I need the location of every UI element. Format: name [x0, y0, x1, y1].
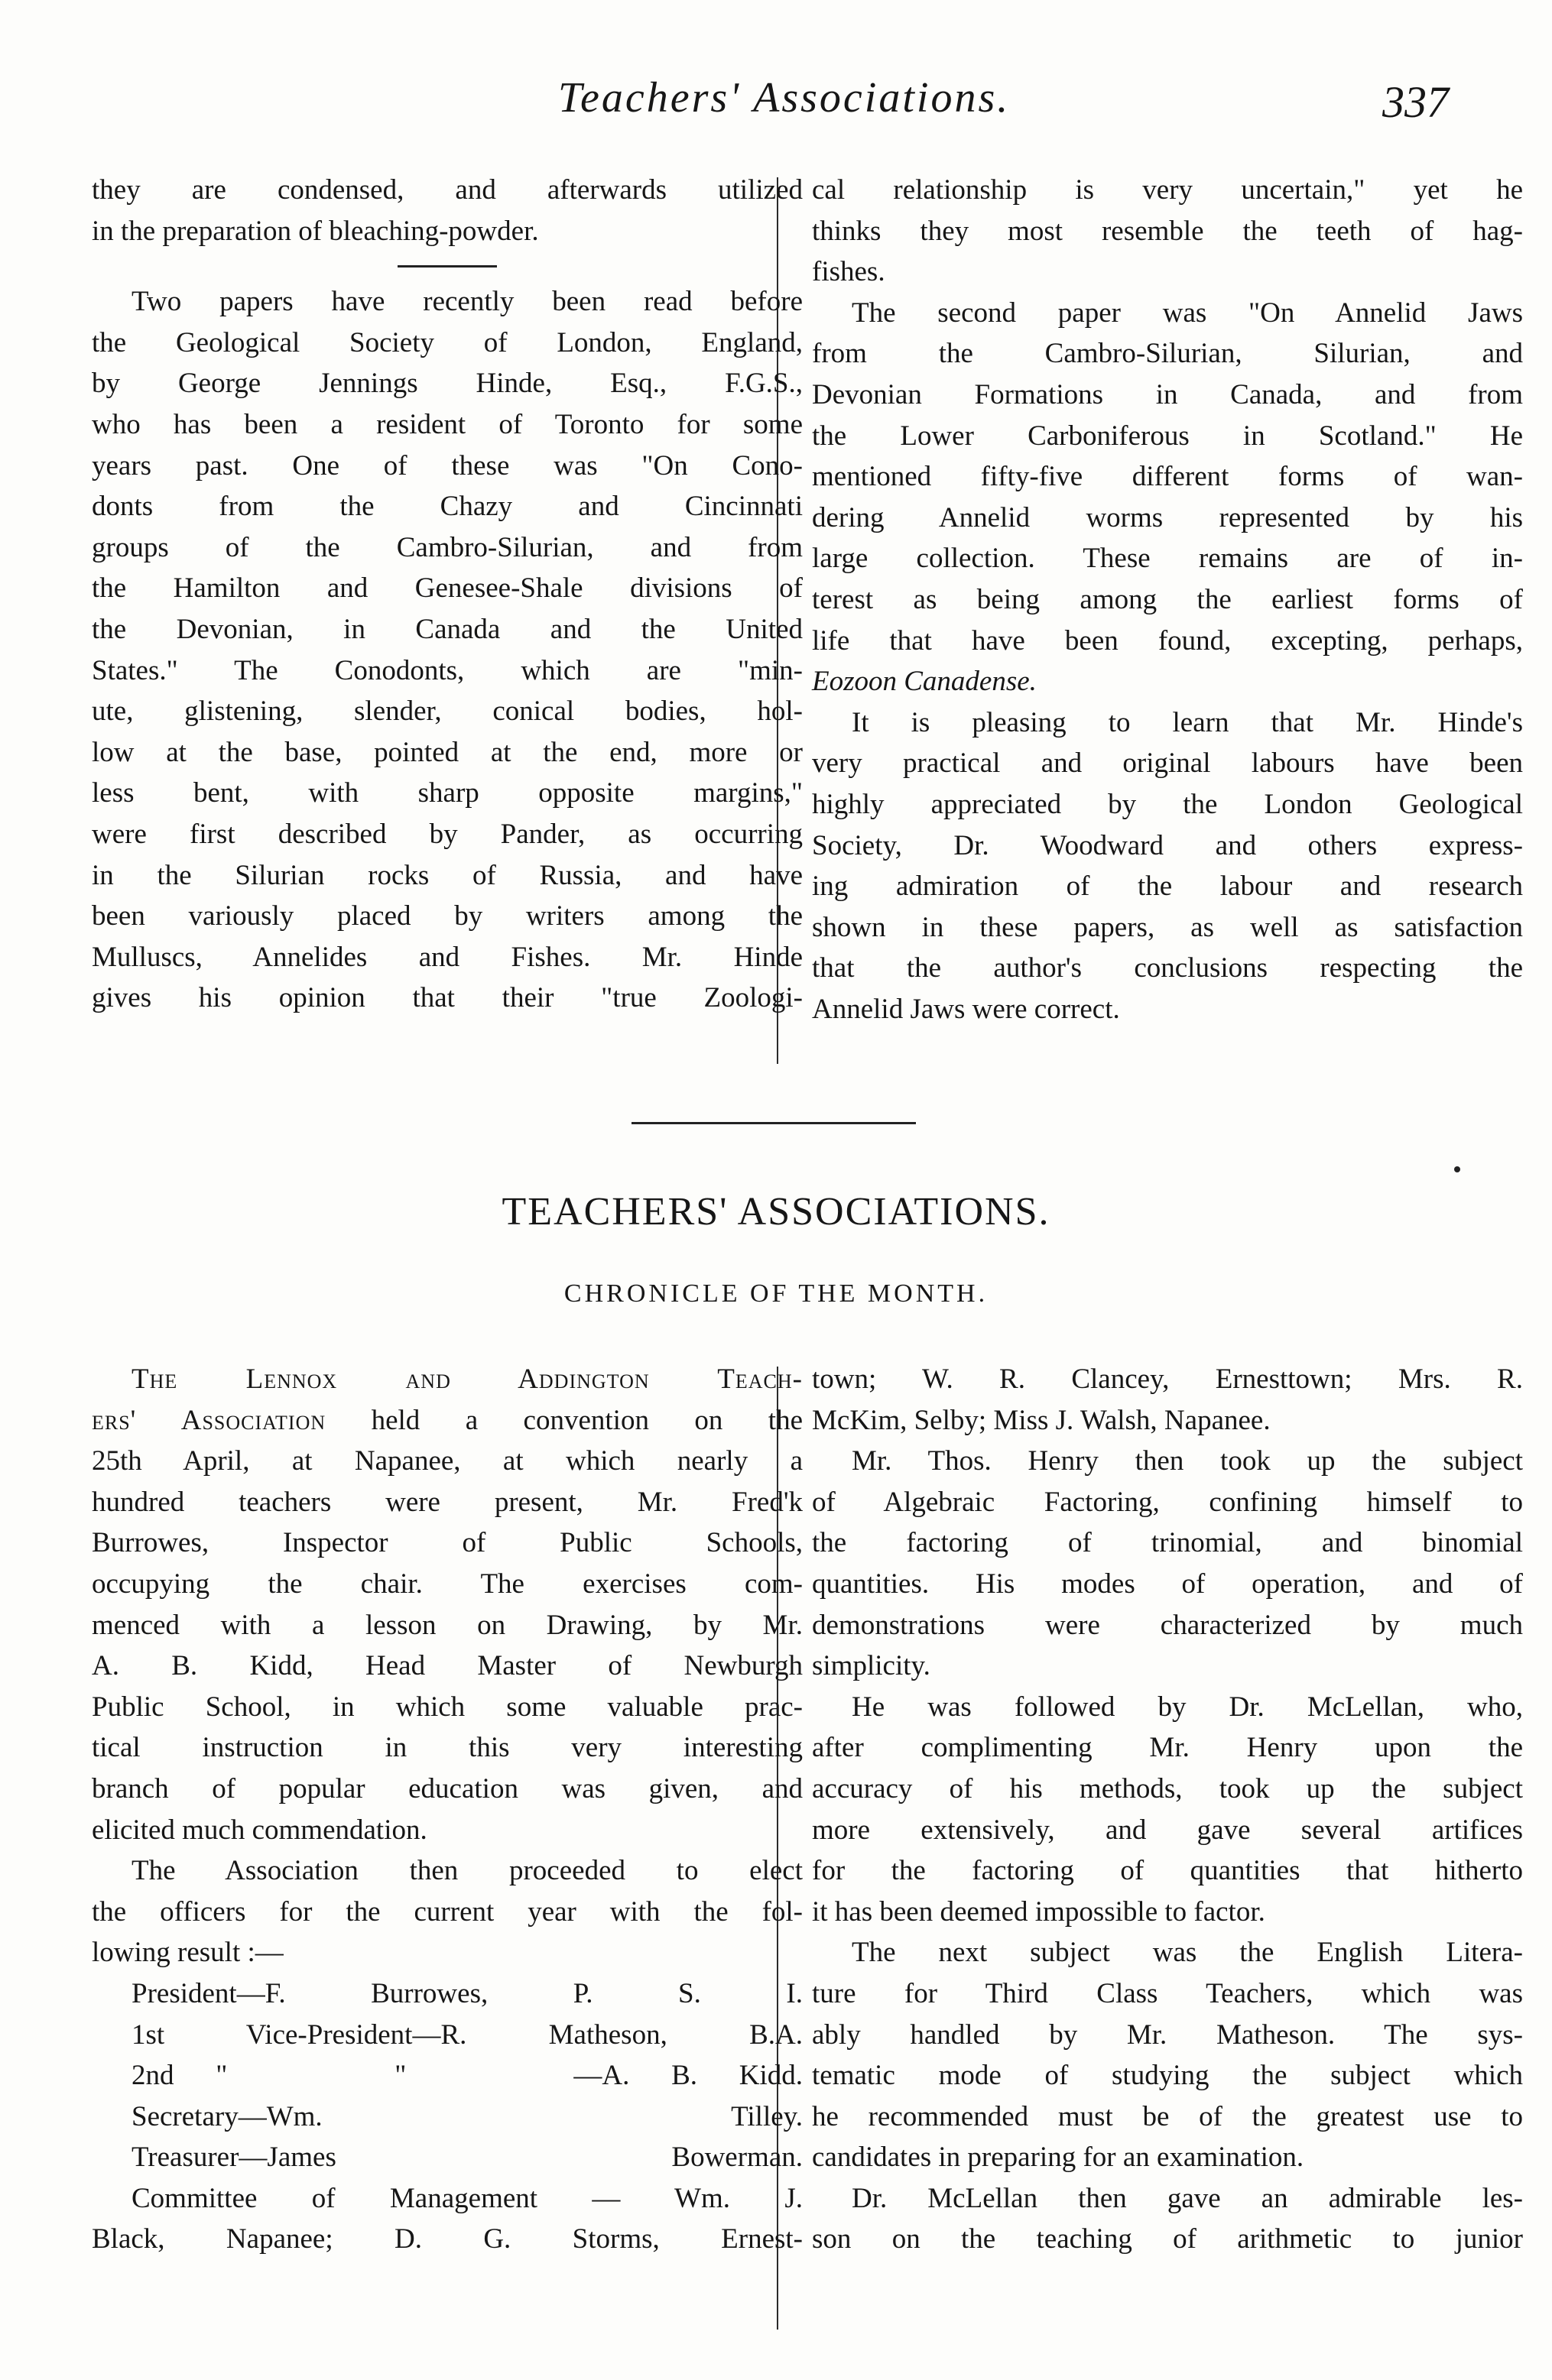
- text-line: in the preparation of bleaching-powder.: [92, 215, 539, 247]
- text-line: mentioned fifty-five different forms of wan-: [812, 461, 1523, 493]
- text-line: groups of the Cambro-Silurian, and from: [92, 531, 803, 563]
- text-line: from the Cambro-Silurian, Silurian, and: [812, 338, 1523, 370]
- text-line: the factoring of trinomial, and binomial: [812, 1527, 1523, 1559]
- text-line: ably handled by Mr. Matheson. The sys-: [812, 2018, 1523, 2051]
- text-line: A. B. Kidd, Head Master of Newburgh: [92, 1650, 803, 1682]
- text-line: tical instruction in this very interesting: [92, 1732, 803, 1764]
- text-line: donts from the Chazy and Cincinnati: [92, 491, 803, 523]
- association-name: The Lennox and Addington Teach-: [131, 1363, 803, 1395]
- text-line: it has been deemed impossible to factor.: [812, 1895, 1265, 1928]
- paragraph: [812, 293, 1523, 702]
- separator-rule: [398, 265, 497, 268]
- text-line: Mulluscs, Annelides and Fishes. Mr. Hinde: [92, 941, 803, 973]
- column-top-right: [812, 170, 1523, 1029]
- paragraph: [812, 1441, 1523, 1687]
- paragraph: [812, 1687, 1523, 1933]
- text-line: son on the teaching of arithmetic to junior: [812, 2223, 1523, 2255]
- text-line: years past. One of these was "On Cono-: [92, 449, 803, 482]
- text-line: the Geological Society of London, England,: [92, 326, 803, 358]
- text-line: life that have been found, excepting, perhaps,: [812, 624, 1523, 657]
- text-line: the officers for the current year with the fol-: [92, 1895, 803, 1928]
- text-line: branch of popular education was given, and: [92, 1772, 803, 1804]
- paragraph: [92, 1850, 803, 1973]
- association-name-cont: ers' Association: [92, 1404, 326, 1436]
- paragraph: [812, 1359, 1523, 1441]
- paragraph: [92, 170, 803, 251]
- text-line: they are condensed, and afterwards utilized: [92, 174, 803, 206]
- officer-line: Secretary—Wm. Tilley.: [131, 2100, 803, 2132]
- text-line: he recommended must be of the greatest use to: [812, 2100, 1523, 2132]
- text-line: the Hamilton and Genesee-Shale divisions of: [92, 572, 803, 605]
- text-line: cal relationship is very uncertain," yet he: [812, 174, 1523, 206]
- paragraph: [812, 2178, 1523, 2260]
- text-line: lowing result :—: [92, 1937, 284, 1969]
- text-line: ture for Third Class Teachers, which was: [812, 1977, 1523, 2009]
- text-line: been variously placed by writers among the: [92, 900, 803, 932]
- text-line: less bent, with sharp opposite margins,": [92, 777, 803, 809]
- text-line: quantities. His modes of operation, and of: [812, 1568, 1523, 1600]
- text-line: thinks they most resemble the teeth of hag-: [812, 215, 1523, 247]
- text-line: the Devonian, in Canada and the United: [92, 613, 803, 645]
- text-line: It is pleasing to learn that Mr. Hinde's: [852, 706, 1523, 738]
- text-line: low at the base, pointed at the end, more or: [92, 736, 803, 768]
- column-top-left: [92, 170, 803, 1019]
- text-line: ute, glistening, slender, conical bodies, hol-: [92, 696, 803, 728]
- text-line: Annelid Jaws were correct.: [812, 993, 1120, 1025]
- text-line: Black, Napanee; D. G. Storms, Ernest-: [92, 2223, 803, 2255]
- officer-line: 2nd " " —A. B. Kidd.: [131, 2060, 803, 2092]
- running-title: Teachers' Associations.: [558, 74, 1011, 122]
- text-line: Two papers have recently been read before: [131, 286, 803, 318]
- text-line: demonstrations were characterized by much: [812, 1609, 1523, 1641]
- text-line: Dr. McLellan then gave an admirable les-: [852, 2182, 1523, 2214]
- section-rule: [632, 1122, 916, 1124]
- text-line: more extensively, and gave several artifices: [812, 1814, 1523, 1846]
- text-line: ing admiration of the labour and research: [812, 871, 1523, 903]
- text-line: The second paper was "On Annelid Jaws: [852, 297, 1523, 329]
- text-line: of Algebraic Factoring, confining himself to: [812, 1486, 1523, 1518]
- text-line: after complimenting Mr. Henry upon the: [812, 1732, 1523, 1764]
- text-line: were first described by Pander, as occurring: [92, 818, 803, 850]
- text-line: town; W. R. Clancey, Ernesttown; Mrs. R.: [812, 1363, 1523, 1395]
- text-line: He was followed by Dr. McLellan, who,: [852, 1691, 1523, 1723]
- text-line: by George Jennings Hinde, Esq., F.G.S.,: [92, 368, 803, 400]
- text-line: very practical and original labours have been: [812, 747, 1523, 780]
- text-line: Public School, in which some valuable prac-: [92, 1691, 803, 1723]
- section-subheading: CHRONICLE OF THE MONTH.: [563, 1279, 989, 1308]
- text-line: Burrowes, Inspector of Public Schools,: [92, 1527, 803, 1559]
- text-line: Society, Dr. Woodward and others express-: [812, 829, 1523, 861]
- text-line: The next subject was the English Litera-: [852, 1937, 1523, 1969]
- text-line: the Lower Carboniferous in Scotland." He: [812, 420, 1523, 452]
- text-line: candidates in preparing for an examination.: [812, 2142, 1304, 2174]
- text-line: States." The Conodonts, which are "min-: [92, 654, 803, 686]
- page-number: 337: [1382, 77, 1449, 127]
- print-dot: [1454, 1166, 1460, 1172]
- text-line: occupying the chair. The exercises com-: [92, 1568, 803, 1600]
- text-line: accuracy of his methods, took up the subject: [812, 1772, 1523, 1804]
- section-heading: TEACHERS' ASSOCIATIONS.: [502, 1190, 1050, 1234]
- officer-line: 1st Vice-President—R. Matheson, B.A.: [131, 2018, 803, 2051]
- text-line: hundred teachers were present, Mr. Fred'k: [92, 1486, 803, 1518]
- text-line: who has been a resident of Toronto for some: [92, 408, 803, 440]
- text-line: shown in these papers, as well as satisfaction: [812, 911, 1523, 943]
- text-line: simplicity.: [812, 1650, 930, 1682]
- text-line: dering Annelid worms represented by his: [812, 501, 1523, 533]
- paragraph: [92, 1359, 803, 1850]
- paragraph: [812, 170, 1523, 293]
- text-fragment: held a convention on the: [326, 1404, 803, 1436]
- text-line: highly appreciated by the London Geological: [812, 788, 1523, 820]
- text-line: 25th April, at Napanee, at which nearly a: [92, 1445, 803, 1477]
- officer-list: [92, 1973, 803, 2260]
- text-line: that the author's conclusions respecting the: [812, 952, 1523, 984]
- text-line: in the Silurian rocks of Russia, and have: [92, 859, 803, 891]
- officer-line: Committee of Management — Wm. J.: [131, 2182, 803, 2214]
- paragraph: [812, 1932, 1523, 2178]
- text-line: Mr. Thos. Henry then took up the subject: [852, 1445, 1523, 1477]
- text-line: The Association then proceeded to elect: [131, 1855, 803, 1887]
- officer-line: Treasurer—James Bowerman.: [131, 2142, 803, 2174]
- text-line: tematic mode of studying the subject which: [812, 2060, 1523, 2092]
- column-bottom-left: [92, 1359, 803, 2260]
- text-line: terest as being among the earliest forms of: [812, 583, 1523, 615]
- text-line: McKim, Selby; Miss J. Walsh, Napanee.: [812, 1404, 1271, 1436]
- text-line: gives his opinion that their "true Zoologi-: [92, 982, 803, 1014]
- text-line: [92, 1400, 803, 1441]
- italic-species-name: Eozoon Canadense.: [812, 666, 1037, 698]
- text-line: for the factoring of quantities that hitherto: [812, 1855, 1523, 1887]
- running-head: [0, 73, 1552, 135]
- text-line: elicited much commendation.: [92, 1814, 427, 1846]
- officer-line: President—F. Burrowes, P. S. I.: [131, 1977, 803, 2009]
- text-line: [92, 1359, 803, 1400]
- text-line: fishes.: [812, 256, 885, 288]
- paragraph: [812, 702, 1523, 1030]
- text-line: large collection. These remains are of in-: [812, 543, 1523, 575]
- text-line: Devonian Formations in Canada, and from: [812, 378, 1523, 410]
- paragraph: [92, 281, 803, 1019]
- column-bottom-right: [812, 1359, 1523, 2260]
- text-line: menced with a lesson on Drawing, by Mr.: [92, 1609, 803, 1641]
